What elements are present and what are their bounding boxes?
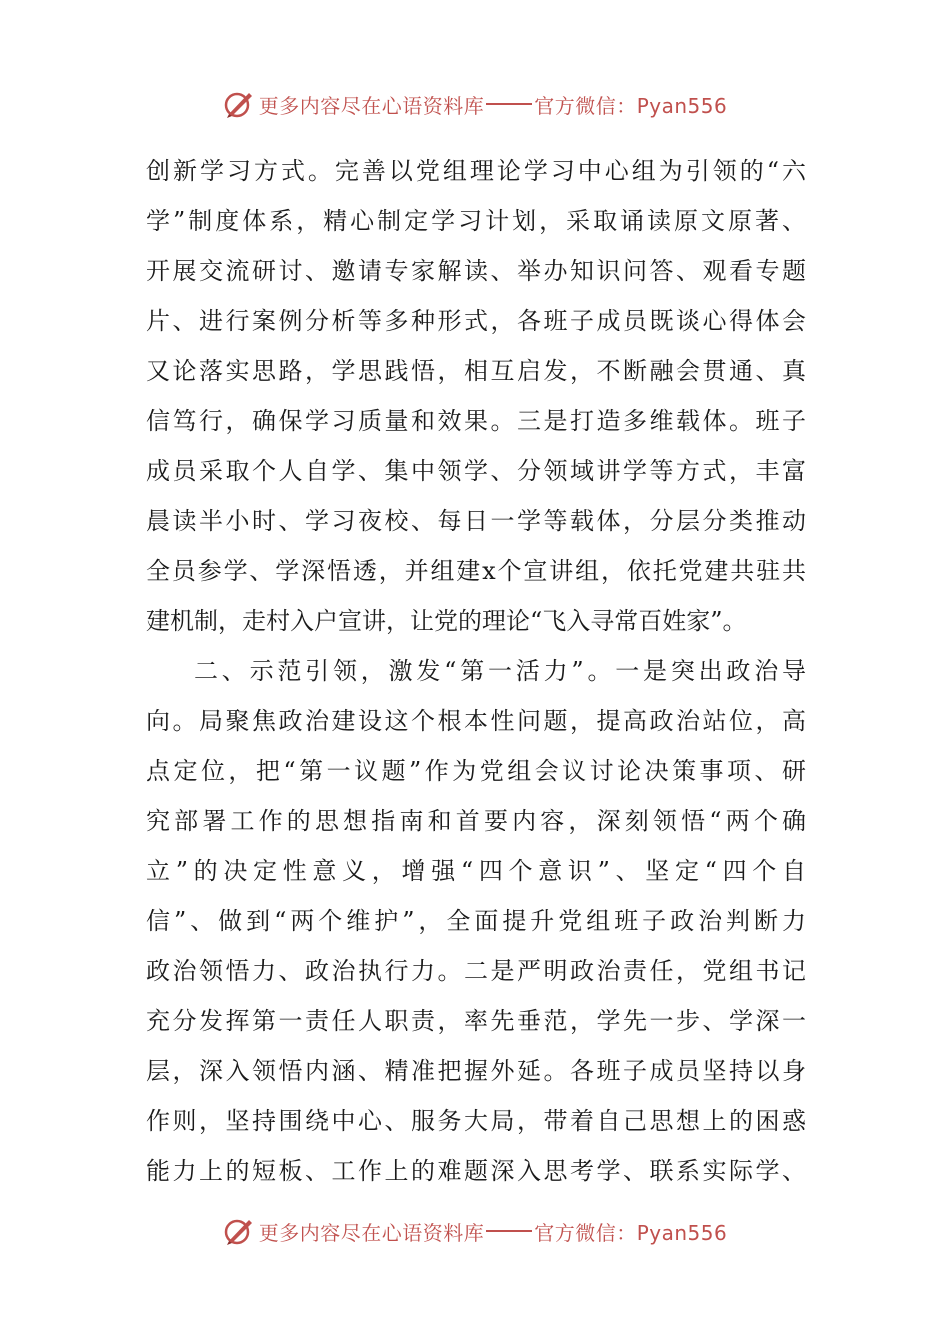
text-line: 学”制度体系，精心制定学习计划，采取诵读原文原著、	[146, 207, 806, 235]
text-line: 向。局聚焦政治建设这个根本性问题，提高政治站位，高	[146, 707, 806, 735]
pen-circle-logo-icon	[223, 88, 255, 120]
text-line: 信笃行，确保学习质量和效果。三是打造多维载体。班子	[146, 407, 806, 435]
text-line: 开展交流研讨、邀请专家解读、举办知识问答、观看专题	[146, 257, 806, 285]
watermark-text-after: 官方微信：Pyan556	[534, 1220, 728, 1245]
text-line: 能力上的短板、工作上的难题深入思考学、联系实际学、	[146, 1157, 806, 1185]
text-line: 究部署工作的思想指南和首要内容，深刻领悟“两个确	[146, 807, 806, 835]
text-line: 晨读半小时、学习夜校、每日一学等载体，分层分类推动	[146, 507, 806, 535]
watermark-text-before: 更多内容尽在心语资料库	[258, 1220, 485, 1245]
text-line: 创新学习方式。完善以党组理论学习中心组为引领的“六	[146, 157, 806, 185]
text-line: 充分发挥第一责任人职责，率先垂范，学先一步、学深一	[146, 1007, 806, 1035]
watermark-dash	[486, 1230, 532, 1232]
text-line: 点定位，把“第一议题”作为党组会议讨论决策事项、研	[146, 757, 806, 785]
text-line: 又论落实思路，学思践悟，相互启发，不断融会贯通、真	[146, 357, 806, 385]
text-line: 全员参学、学深悟透，并组建x个宣讲组，依托党建共驻共	[146, 557, 806, 585]
watermark-text-before: 更多内容尽在心语资料库	[258, 93, 485, 118]
text-line: 作则，坚持围绕中心、服务大局，带着自己思想上的困惑	[146, 1107, 806, 1135]
watermark-dash	[486, 103, 532, 105]
section-heading-line: 二、示范引领，激发“第一活力”。一是突出政治导	[194, 657, 806, 685]
document-body	[146, 146, 806, 1196]
paragraph-end-line: 建机制，走村入户宣讲，让党的理论“飞入寻常百姓家”。	[146, 607, 747, 635]
text-line: 成员采取个人自学、集中领学、分领域讲学等方式，丰富	[146, 457, 806, 485]
text-line: 立”的决定性意义，增强“四个意识”、坚定“四个自	[146, 857, 806, 885]
text-line: 信”、做到“两个维护”，全面提升党组班子政治判断力	[146, 907, 806, 935]
pen-circle-logo-icon	[223, 1215, 255, 1247]
text-line: 政治领悟力、政治执行力。二是严明政治责任，党组书记	[146, 957, 806, 985]
text-line: 片、进行案例分析等多种形式，各班子成员既谈心得体会	[146, 307, 806, 335]
header-watermark	[0, 84, 950, 124]
watermark-text-after: 官方微信：Pyan556	[534, 93, 728, 118]
footer-watermark	[0, 1211, 950, 1251]
text-line: 层，深入领悟内涵、精准把握外延。各班子成员坚持以身	[146, 1057, 806, 1085]
